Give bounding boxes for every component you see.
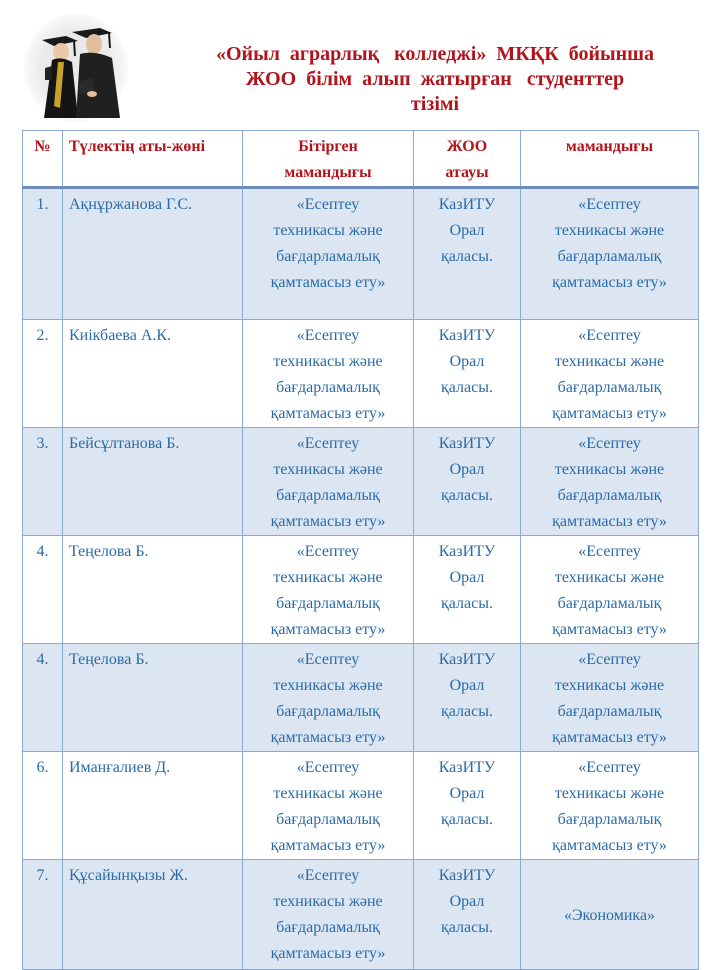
cell-line: қамтамасыз ету» — [270, 837, 386, 854]
cell-line: КазИТУ — [438, 543, 496, 560]
cell-number: 7. — [23, 860, 63, 970]
cell-line: КазИТУ — [438, 196, 496, 213]
cell-line: Орал — [449, 222, 485, 239]
cell-graduate-name: Киікбаева А.К. — [63, 320, 243, 428]
table-row — [23, 188, 699, 320]
cell-line: қамтамасыз ету» — [270, 729, 386, 746]
cell-university — [414, 428, 521, 536]
cell-line: бағдарламалық — [557, 703, 662, 720]
graduates-image-icon — [14, 10, 138, 122]
column-header-specialty — [521, 131, 699, 188]
cell-line: қамтамасыз ету» — [552, 405, 667, 422]
cell-line: қамтамасыз ету» — [270, 945, 386, 962]
cell-line: қамтамасыз ету» — [270, 621, 386, 638]
cell-line: бағдарламалық — [557, 379, 662, 396]
title-line-2: ЖОО білім алып жатырған студенттер — [245, 68, 625, 90]
cell-line: бағдарламалық — [276, 248, 380, 265]
table-row — [23, 428, 699, 536]
cell-line: техникасы және — [273, 677, 383, 694]
cell-line: техникасы және — [554, 569, 665, 586]
cell-graduated-specialty — [243, 428, 414, 536]
cell-line: техникасы және — [273, 893, 383, 910]
cell-line: бағдарламалық — [557, 811, 662, 828]
cell-number: 4. — [23, 644, 63, 752]
cell-line: «Есептеу — [578, 759, 641, 776]
header-text: № — [34, 138, 51, 155]
cell-line: қаласы. — [441, 248, 493, 265]
cell-line: техникасы және — [273, 569, 383, 586]
cell-number: 3. — [23, 428, 63, 536]
cell-line: техникасы және — [273, 353, 383, 370]
cell-line: КазИТУ — [438, 435, 496, 452]
cell-line: қамтамасыз ету» — [552, 729, 667, 746]
cell-university — [414, 644, 521, 752]
cell-number: 6. — [23, 752, 63, 860]
cell-university — [414, 752, 521, 860]
cell-line: бағдарламалық — [276, 487, 380, 504]
cell-number: 4. — [23, 536, 63, 644]
cell-line: техникасы және — [554, 222, 665, 239]
table-row — [23, 752, 699, 860]
cell-specialty — [521, 188, 699, 320]
column-header-graduate-name — [63, 131, 243, 188]
cell-number: 1. — [23, 188, 63, 320]
cell-line: қамтамасыз ету» — [270, 513, 386, 530]
cell-line: Орал — [449, 461, 485, 478]
page-title — [150, 42, 720, 117]
cell-graduated-specialty — [243, 860, 414, 970]
cell-graduate-name: Бейсұлтанова Б. — [63, 428, 243, 536]
cell-line: бағдарламалық — [276, 811, 380, 828]
cell-line: қамтамасыз ету» — [552, 621, 667, 638]
cell-line: бағдарламалық — [276, 595, 380, 612]
header-text: атауы — [445, 164, 489, 181]
cell-line: «Есептеу — [296, 651, 360, 668]
cell-specialty — [521, 320, 699, 428]
cell-line: бағдарламалық — [276, 919, 380, 936]
header-text: Бітірген — [298, 138, 358, 155]
title-line-1: «Ойыл аграрлық колледжі» МКҚК бойынша — [216, 43, 654, 65]
cell-line: техникасы және — [273, 222, 383, 239]
cell-graduated-specialty — [243, 644, 414, 752]
cell-graduate-name: Теңелова Б. — [63, 536, 243, 644]
cell-graduated-specialty — [243, 320, 414, 428]
cell-line: қаласы. — [441, 811, 493, 828]
cell-number: 2. — [23, 320, 63, 428]
cell-line: қаласы. — [441, 595, 493, 612]
cell-university — [414, 536, 521, 644]
cell-graduate-name: Иманғалиев Д. — [63, 752, 243, 860]
table-row — [23, 860, 699, 970]
cell-line: қаласы. — [441, 919, 493, 936]
cell-line: «Есептеу — [296, 435, 360, 452]
cell-graduate-name: Құсайынқызы Ж. — [63, 860, 243, 970]
header-text: ЖОО — [446, 138, 488, 155]
cell-specialty — [521, 752, 699, 860]
cell-university — [414, 320, 521, 428]
cell-line: «Есептеу — [578, 543, 641, 560]
column-header-number — [23, 131, 63, 188]
cell-line: бағдарламалық — [557, 487, 662, 504]
cell-line: қамтамасыз ету» — [552, 274, 667, 291]
cell-line: «Есептеу — [296, 867, 360, 884]
cell-line: техникасы және — [554, 677, 665, 694]
cell-line: Орал — [449, 569, 485, 586]
cell-line: қамтамасыз ету» — [552, 513, 667, 530]
cell-specialty — [521, 644, 699, 752]
header-text: Түлектің аты-жөні — [69, 138, 206, 155]
cell-graduated-specialty — [243, 536, 414, 644]
cell-line: бағдарламалық — [276, 703, 380, 720]
table-header-row — [23, 131, 699, 188]
graduates-photo — [14, 10, 138, 122]
students-table — [22, 130, 699, 970]
cell-specialty — [521, 860, 699, 970]
cell-line: қамтамасыз ету» — [270, 274, 386, 291]
cell-line: «Есептеу — [296, 543, 360, 560]
cell-line: техникасы және — [554, 353, 665, 370]
cell-line: КазИТУ — [438, 651, 496, 668]
cell-graduate-name: Теңелова Б. — [63, 644, 243, 752]
cell-line: «Есептеу — [296, 759, 360, 776]
cell-specialty — [521, 428, 699, 536]
cell-line: «Есептеу — [578, 435, 641, 452]
cell-line: қаласы. — [441, 703, 493, 720]
cell-line: бағдарламалық — [557, 248, 662, 265]
header-text: мамандығы — [284, 164, 372, 181]
cell-university — [414, 860, 521, 970]
cell-graduated-specialty — [243, 752, 414, 860]
cell-line: Орал — [449, 353, 485, 370]
cell-line: қамтамасыз ету» — [552, 837, 667, 854]
table-row — [23, 536, 699, 644]
cell-line: КазИТУ — [438, 327, 496, 344]
cell-line: бағдарламалық — [276, 379, 380, 396]
cell-line: «Есептеу — [578, 327, 641, 344]
cell-line: қаласы. — [441, 487, 493, 504]
cell-university — [414, 188, 521, 320]
cell-line: Орал — [449, 677, 485, 694]
cell-line: қаласы. — [441, 379, 493, 396]
cell-line: техникасы және — [273, 461, 383, 478]
cell-line: КазИТУ — [438, 867, 496, 884]
cell-line: «Есептеу — [578, 651, 641, 668]
cell-specialty — [521, 536, 699, 644]
cell-graduated-specialty — [243, 188, 414, 320]
cell-line: Орал — [449, 893, 485, 910]
column-header-university — [414, 131, 521, 188]
cell-line: «Экономика» — [563, 907, 656, 924]
cell-line: «Есептеу — [296, 196, 360, 213]
cell-line: техникасы және — [273, 785, 383, 802]
cell-graduate-name: Ақнұржанова Г.С. — [63, 188, 243, 320]
header-text: мамандығы — [565, 138, 654, 155]
cell-line: қамтамасыз ету» — [270, 405, 386, 422]
cell-line: «Есептеу — [296, 327, 360, 344]
cell-line: КазИТУ — [438, 759, 496, 776]
cell-line: бағдарламалық — [557, 595, 662, 612]
table-row — [23, 320, 699, 428]
cell-line: техникасы және — [554, 785, 665, 802]
cell-line: техникасы және — [554, 461, 665, 478]
table-row — [23, 644, 699, 752]
column-header-graduated-specialty — [243, 131, 414, 188]
cell-line: Орал — [449, 785, 485, 802]
title-line-3: тізімі — [410, 93, 460, 115]
cell-line: «Есептеу — [578, 196, 641, 213]
